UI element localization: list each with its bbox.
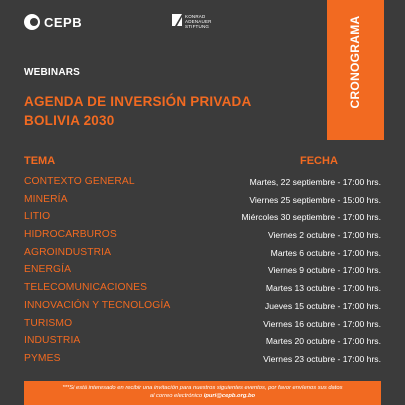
footer-line-1: ***Si está interesado en recibir una invitación para nuestros siguientes eventos, por favor envíenos sus datos xyxy=(62,385,343,391)
row-topic: TELECOMUNICACIONES xyxy=(24,282,148,294)
kas-logo xyxy=(172,14,212,29)
kas-line-3: STIFTUNG xyxy=(185,24,210,29)
kas-line-1: KONRAD xyxy=(185,14,206,19)
contact-email-link[interactable]: ipuri@cepb.org.bo xyxy=(203,393,256,399)
row-date: Viernes 16 octubre - 17:00 hrs. xyxy=(263,318,381,329)
footer-line-2 xyxy=(24,392,381,400)
row-date: Jueves 15 octubre - 17:00 hrs. xyxy=(264,300,381,311)
header-tema: TEMA xyxy=(24,155,56,167)
row-date: Viernes 23 octubre - 17:00 hrs. xyxy=(263,353,381,364)
row-topic: TURISMO xyxy=(24,317,73,329)
row-topic: LITIO xyxy=(24,211,51,223)
row-date: Martes, 22 septiembre - 17:00 hrs. xyxy=(249,177,381,187)
cronograma-label: CRONOGRAMA xyxy=(348,15,362,109)
table-row xyxy=(24,318,381,336)
row-date: Viernes 25 septiembre - 15:00 hrs. xyxy=(249,194,381,205)
table-row xyxy=(24,247,381,265)
row-date: Viernes 2 octubre - 17:00 hrs. xyxy=(267,230,381,241)
row-date: Martes 20 octubre - 17:00 hrs. xyxy=(265,336,381,347)
footer-banner xyxy=(24,381,381,405)
kas-logo-text xyxy=(185,14,212,29)
table-row xyxy=(24,211,381,229)
row-topic: ENERGÍA xyxy=(24,264,72,276)
row-topic: PYMES xyxy=(24,352,61,364)
row-topic: INDUSTRIA xyxy=(24,335,81,347)
table-row xyxy=(24,282,381,300)
table-row xyxy=(24,229,381,247)
cepb-logo-icon xyxy=(24,14,40,30)
kas-line-2: ADENAUER xyxy=(185,19,212,24)
table-row xyxy=(24,264,381,282)
kas-logo-icon xyxy=(172,14,182,26)
title-line-2: BOLIVIA 2030 xyxy=(24,113,115,128)
cepb-logo xyxy=(24,14,82,30)
footer-prefix: al correo electrónico xyxy=(149,393,204,399)
section-label: WEBINARS xyxy=(24,67,81,78)
header-fecha: FECHA xyxy=(300,155,338,167)
row-topic: INNOVACIÓN Y TECNOLOGÍA xyxy=(24,299,171,311)
table-row xyxy=(24,300,381,318)
row-topic: MINERÍA xyxy=(24,193,68,205)
table-row xyxy=(24,176,381,194)
schedule-table xyxy=(24,176,381,371)
row-topic: HIDROCARBUROS xyxy=(24,229,117,241)
row-date: Miércoles 30 septiembre - 17:00 hrs. xyxy=(241,212,381,223)
row-topic: AGROINDUSTRIA xyxy=(24,246,112,258)
table-row xyxy=(24,335,381,353)
row-topic: CONTEXTO GENERAL xyxy=(24,176,135,187)
row-date: Martes 13 octubre - 17:00 hrs. xyxy=(265,283,381,294)
title-line-1: AGENDA DE INVERSIÓN PRIVADA xyxy=(24,94,252,109)
page-title xyxy=(24,92,251,130)
table-row xyxy=(24,194,381,212)
row-date: Martes 6 octubre - 17:00 hrs. xyxy=(270,247,381,258)
row-date: Viernes 9 octubre - 17:00 hrs. xyxy=(267,265,381,276)
table-row xyxy=(24,353,381,371)
cepb-logo-text: CEPB xyxy=(44,14,83,30)
